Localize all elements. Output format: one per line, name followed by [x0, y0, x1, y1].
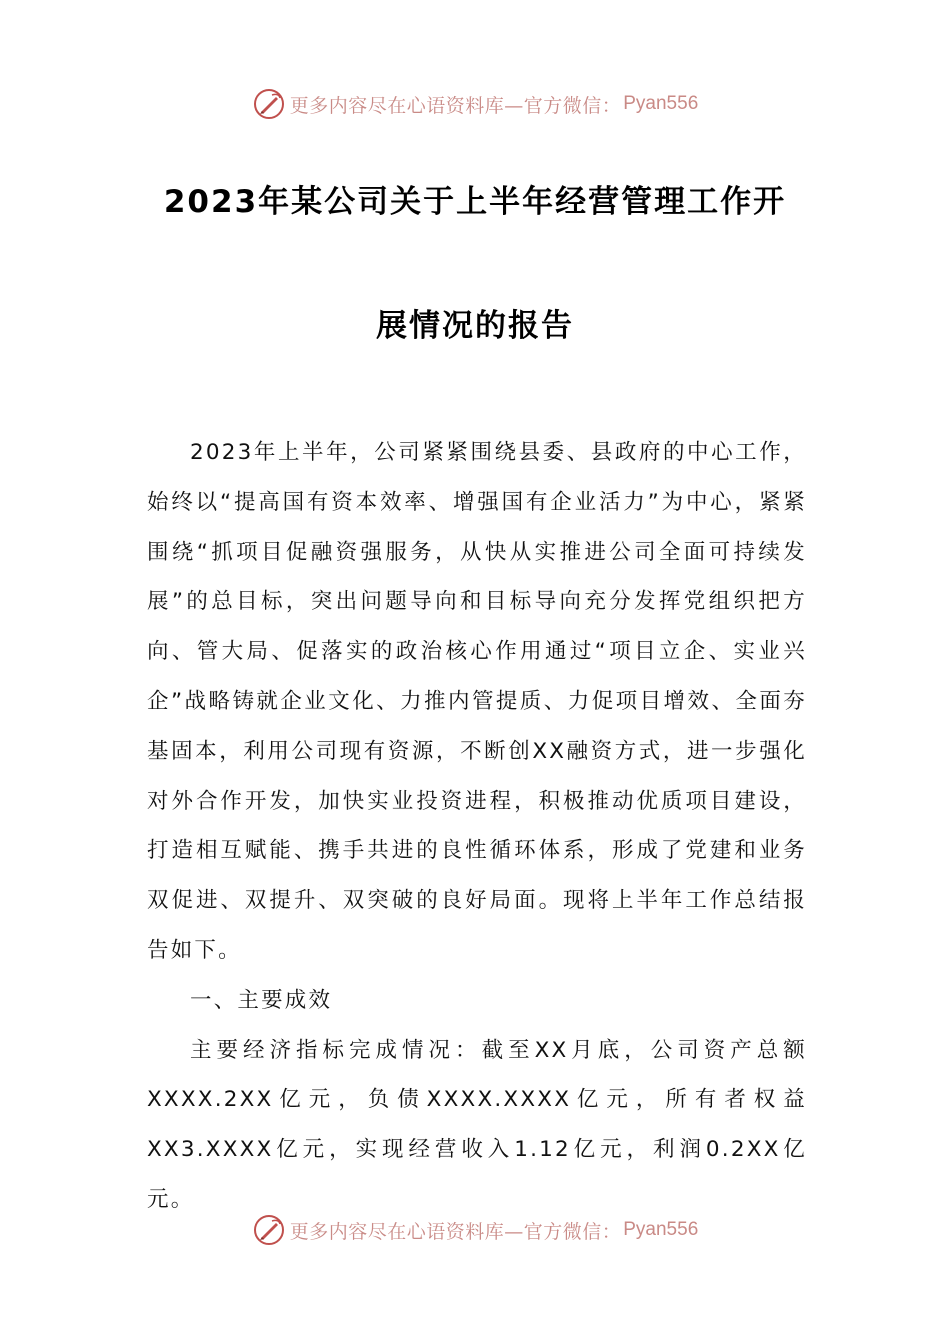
quill-logo-icon: [252, 1213, 286, 1247]
watermark-text: 更多内容尽在心语资料库—官方微信：: [289, 1220, 622, 1243]
watermark-wechat-id: Pyan556: [623, 93, 699, 114]
watermark-text: 更多内容尽在心语资料库—官方微信：: [289, 94, 622, 117]
document-body: [147, 428, 807, 1225]
section-heading-main-results: 一、主要成效: [190, 987, 333, 1013]
watermark-wechat-id: Pyan556: [623, 1219, 699, 1240]
economic-indicators-paragraph: 主要经济指标完成情况：截至XX月底，公司资产总额XXXX.2XX亿元，负债XXXX.XXXX亿元，所有者权益XX3.XXXX亿元，实现经营收入1.12亿元，利润0.2XX亿元。: [147, 1037, 807, 1212]
quill-logo-icon: [252, 87, 286, 121]
document-title-line-1: 2023年某公司关于上半年经营管理工作开: [163, 184, 787, 220]
watermark-footer: [0, 1210, 950, 1250]
watermark-header: [0, 84, 950, 124]
intro-paragraph: 2023年上半年，公司紧紧围绕县委、县政府的中心工作，始终以“提高国有资本效率、增强国有企业活力”为中心，紧紧围绕“抓项目促融资强服务，从快从实推进公司全面可持续发展”的总目标，突出问题导向和目标导向充分发挥党组织把方向、管大局、促落实的政治核心作用通过“项目立企、实业兴企”战略铸就企业文化、力推内管提质、力促项目增效、全面夯基固本，利用公司现有资源，不断创XX融资方式，进一步强化对外合作开发，加快实业投资进程，积极推动优质项目建设，打造相互赋能、携手共进的良性循环体系，形成了党建和业务双促进、双提升、双突破的良好局面。现将上半年工作总结报告如下。: [147, 440, 807, 963]
document-title-line-2: 展情况的报告: [376, 308, 574, 344]
